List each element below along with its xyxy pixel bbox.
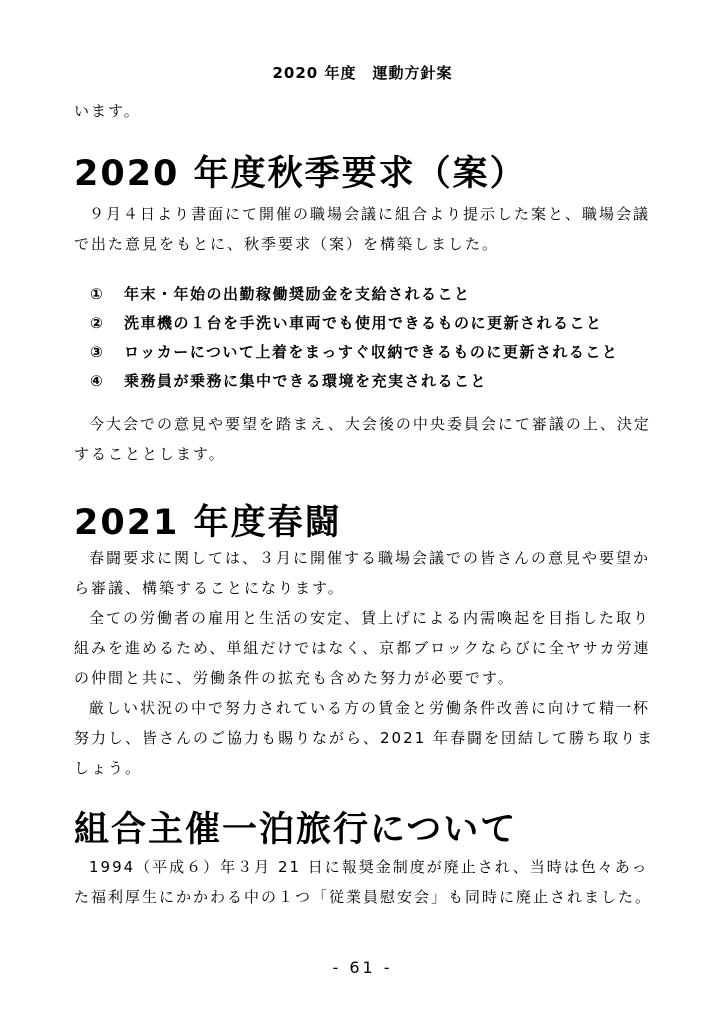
body-paragraph: 厳しい状況の中で努力されている方の賃金と労働条件改善に向けて精一杯努力し、皆さんのご協力も賜りながら、2021 年春闘を団結して勝ち取りましょう。 [74,699,654,777]
demands-list [90,280,670,396]
body-paragraph: 春闘要求に関しては、３月に開催する職場会議での皆さんの意見や要望から審議、構築することになります。 [74,549,651,597]
page-number: - 61 - [332,958,393,977]
list-item [90,338,670,367]
list-item-text: 乗務員が乗務に集中できる環境を充実されること [124,372,488,390]
list-item-number: ④ [90,372,105,390]
list-item-number: ③ [90,343,105,361]
list-item-text: 洗車機の１台を手洗い車両でも使用できるものに更新されること [124,314,603,332]
running-header: 2020 年度 運動方針案 [272,64,453,82]
list-item [90,309,670,338]
list-item [90,280,670,309]
section-closing-paragraph: 今大会での意見や要望を踏まえ、大会後の中央委員会にて審議の上、決定することとします。 [74,415,651,463]
section-intro-paragraph: ９月４日より書面にて開催の職場会議に組合より提示した案と、職場会議で出た意見をもとに、秋季要求（案）を構築しました。 [74,205,651,253]
section-heading-spring-offensive: 2021 年度春闘 [74,503,342,543]
body-paragraph: 全ての労働者の雇用と生活の安定、賃上げによる内需喚起を目指した取り組みを進めるため、単組だけではなく、京都ブロックならびに全ヤサカ労連の仲間と共に、労働条件の拡充も含めた努力が必要です。 [74,609,651,687]
list-item [90,367,670,396]
body-paragraph: 1994（平成６）年３月 21 日に報奨金制度が廃止され、当時は色々あった福利厚生にかかわる中の１つ「従業員慰安会」も同時に廃止されました。 [74,858,653,906]
continuation-text: います。 [74,102,141,120]
list-item-number: ② [90,314,105,332]
section-heading-union-trip: 組合主催一泊旅行について [74,810,518,850]
list-item-text: 年末・年始の出勤稼働奨励金を支給されること [124,285,471,303]
section-heading-autumn-demands: 2020 年度秋季要求（案） [74,154,527,194]
list-item-number: ① [90,285,105,303]
list-item-text: ロッカーについて上着をまっすぐ収納できるものに更新されること [124,343,619,361]
